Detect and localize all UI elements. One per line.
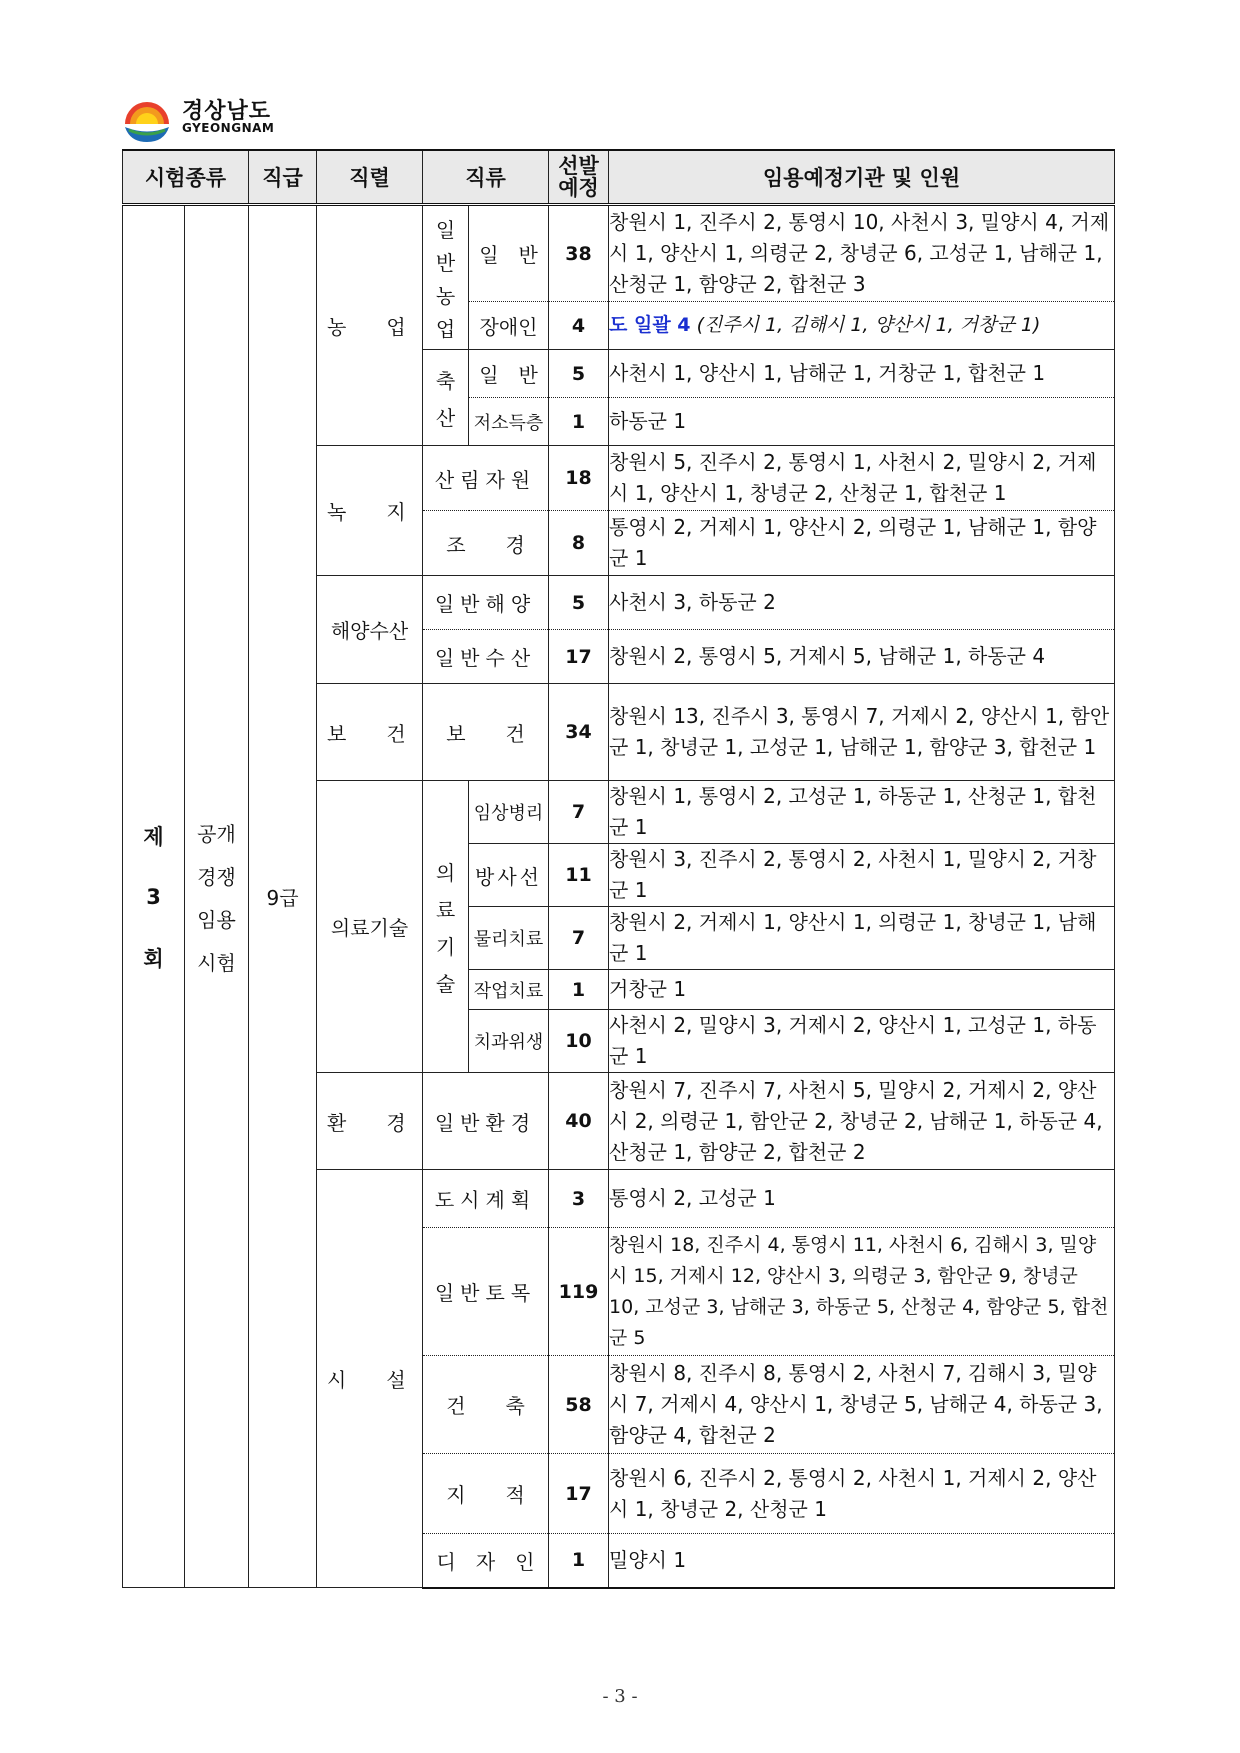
count-cell: 3 bbox=[549, 1170, 609, 1228]
count-cell: 40 bbox=[549, 1073, 609, 1170]
subgroup-cell-chuksan bbox=[423, 350, 469, 446]
track-cell: 산림자원 bbox=[423, 446, 549, 511]
institutions-cell: 창원시 2, 통영시 5, 거제시 5, 남해군 1, 하동군 4 bbox=[609, 630, 1115, 684]
table-row bbox=[123, 205, 1115, 302]
institutions-cell: 창원시 5, 진주시 2, 통영시 1, 사천시 2, 밀양시 2, 거제시 1, 양산시 1, 창녕군 2, 산청군 1, 합천군 1 bbox=[609, 446, 1115, 511]
track-cell: 일반해양 bbox=[423, 576, 549, 630]
exam-type-word: 임용 bbox=[197, 907, 236, 932]
track-cell: 디 자 인 bbox=[423, 1534, 549, 1588]
track-cell: 임상병리 bbox=[469, 781, 549, 844]
round-char: 회 bbox=[143, 946, 164, 971]
series-cell-hwangyeong bbox=[317, 1073, 423, 1170]
subgroup-char: 축 bbox=[435, 368, 456, 393]
track-cell: 일반토목 bbox=[423, 1228, 549, 1356]
institutions-cell: 사천시 2, 밀양시 3, 거제시 2, 양산시 1, 고성군 1, 하동군 1 bbox=[609, 1010, 1115, 1073]
institutions-cell: 창원시 3, 진주시 2, 통영시 2, 사천시 1, 밀양시 2, 거창군 1 bbox=[609, 844, 1115, 907]
subgroup-cell-uiryo bbox=[423, 781, 469, 1073]
subgroup-char: 료 bbox=[435, 897, 456, 922]
count-cell: 5 bbox=[549, 350, 609, 398]
subgroup-char: 기 bbox=[435, 934, 456, 959]
round-char: 3 bbox=[146, 884, 161, 909]
count-cell: 11 bbox=[549, 844, 609, 907]
header-planned-count: 선발 예정 bbox=[549, 150, 609, 205]
series-label: 보 건 bbox=[327, 721, 406, 746]
institutions-cell: 사천시 1, 양산시 1, 남해군 1, 거창군 1, 합천군 1 bbox=[609, 350, 1115, 398]
track-cell: 조 경 bbox=[423, 511, 549, 576]
institutions-cell: 밀양시 1 bbox=[609, 1534, 1115, 1588]
institutions-cell: 사천시 3, 하동군 2 bbox=[609, 576, 1115, 630]
track-cell: 방사선 bbox=[469, 844, 549, 907]
series-label: 시 설 bbox=[327, 1368, 406, 1392]
track-cell: 작업치료 bbox=[469, 970, 549, 1010]
series-cell-nongeop bbox=[317, 205, 423, 446]
count-cell: 119 bbox=[549, 1228, 609, 1356]
subgroup-char: 의 bbox=[435, 860, 456, 885]
exam-type-cell bbox=[185, 205, 249, 1588]
gyeongnam-logo bbox=[120, 90, 280, 148]
count-cell: 7 bbox=[549, 907, 609, 970]
count-cell: 1 bbox=[549, 970, 609, 1010]
page-number: - 3 - bbox=[602, 1686, 638, 1707]
institutions-cell bbox=[609, 302, 1115, 350]
subgroup-char: 반 bbox=[435, 250, 456, 275]
exam-type-word: 시험 bbox=[197, 950, 236, 975]
grade-cell: 9급 bbox=[249, 205, 317, 1588]
count-cell: 18 bbox=[549, 446, 609, 511]
count-cell: 34 bbox=[549, 684, 609, 781]
institutions-cell: 거창군 1 bbox=[609, 970, 1115, 1010]
series-cell-uiryo: 의료기술 bbox=[317, 781, 423, 1073]
header-track: 직류 bbox=[423, 150, 549, 205]
header-exam-type: 시험종류 bbox=[123, 150, 249, 205]
subgroup-char: 농 bbox=[435, 283, 456, 308]
track-cell: 치과위생 bbox=[469, 1010, 549, 1073]
logo-english-name: GYEONGNAM bbox=[182, 121, 275, 135]
series-label: 농 업 bbox=[327, 315, 406, 339]
track-cell: 일반수산 bbox=[423, 630, 549, 684]
count-cell: 7 bbox=[549, 781, 609, 844]
series-label: 녹 지 bbox=[327, 500, 406, 524]
track-cell: 건 축 bbox=[423, 1356, 549, 1454]
institutions-cell: 창원시 7, 진주시 7, 사천시 5, 밀양시 2, 거제시 2, 양산시 2, 의령군 1, 함안군 2, 창녕군 2, 남해군 1, 하동군 4, 산청군 1, 함양군 2, 합천군 2 bbox=[609, 1073, 1115, 1170]
province-batch-detail: (진주시 1, 김해시 1, 양산시 1, 거창군 1) bbox=[696, 314, 1041, 336]
count-cell: 58 bbox=[549, 1356, 609, 1454]
subgroup-char: 산 bbox=[435, 405, 456, 430]
institutions-cell: 창원시 8, 진주시 8, 통영시 2, 사천시 7, 김해시 3, 밀양시 7, 거제시 4, 양산시 1, 창녕군 5, 남해군 4, 하동군 3, 함양군 4, 합천군 2 bbox=[609, 1356, 1115, 1454]
exam-type-word: 경쟁 bbox=[197, 864, 236, 889]
header-institutions: 임용예정기관 및 인원 bbox=[609, 150, 1115, 205]
track-cell: 물리치료 bbox=[469, 907, 549, 970]
count-cell: 4 bbox=[549, 302, 609, 350]
series-cell-bogeon bbox=[317, 684, 423, 781]
track-cell: 저소득층 bbox=[469, 398, 549, 446]
series-label: 환 경 bbox=[327, 1110, 406, 1135]
province-batch-label: 도 일괄 4 bbox=[609, 314, 691, 336]
institutions-cell: 창원시 18, 진주시 4, 통영시 11, 사천시 6, 김해시 3, 밀양시 15, 거제시 12, 양산시 3, 의령군 3, 함안군 9, 창녕군 10, 고성군 3, 남해군 3, 하동군 5, 산청군 4, 함양군 5, 합천군 5 bbox=[609, 1228, 1115, 1356]
track-cell: 일반환경 bbox=[423, 1073, 549, 1170]
track-cell: 장애인 bbox=[469, 302, 549, 350]
header-series: 직렬 bbox=[317, 150, 423, 205]
series-cell-haeyang: 해양수산 bbox=[317, 576, 423, 684]
header-grade: 직급 bbox=[249, 150, 317, 205]
institutions-cell: 하동군 1 bbox=[609, 398, 1115, 446]
institutions-cell: 창원시 2, 거제시 1, 양산시 1, 의령군 1, 창녕군 1, 남해군 1 bbox=[609, 907, 1115, 970]
table-header-row bbox=[123, 150, 1115, 205]
track-cell: 일 반 bbox=[469, 205, 549, 302]
series-cell-siseol bbox=[317, 1170, 423, 1588]
gyeongnam-emblem-icon bbox=[120, 90, 174, 144]
institutions-cell: 창원시 13, 진주시 3, 통영시 7, 거제시 2, 양산시 1, 함안군 1, 창녕군 1, 고성군 1, 남해군 1, 함양군 3, 합천군 1 bbox=[609, 684, 1115, 781]
subgroup-char: 업 bbox=[435, 316, 456, 341]
count-cell: 10 bbox=[549, 1010, 609, 1073]
track-cell: 보 건 bbox=[423, 684, 549, 781]
institutions-cell: 통영시 2, 거제시 1, 양산시 2, 의령군 1, 남해군 1, 함양군 1 bbox=[609, 511, 1115, 576]
count-cell: 17 bbox=[549, 1454, 609, 1534]
subgroup-cell-ilban-nongeop bbox=[423, 205, 469, 350]
subgroup-char: 술 bbox=[435, 971, 456, 996]
round-cell bbox=[123, 205, 185, 1588]
count-cell: 1 bbox=[549, 398, 609, 446]
round-char: 제 bbox=[143, 824, 164, 849]
institutions-cell: 창원시 1, 통영시 2, 고성군 1, 하동군 1, 산청군 1, 합천군 1 bbox=[609, 781, 1115, 844]
track-cell: 도시계획 bbox=[423, 1170, 549, 1228]
count-cell: 8 bbox=[549, 511, 609, 576]
recruitment-table bbox=[122, 149, 1115, 1589]
institutions-cell: 창원시 6, 진주시 2, 통영시 2, 사천시 1, 거제시 2, 양산시 1, 창녕군 2, 산청군 1 bbox=[609, 1454, 1115, 1534]
institutions-cell: 통영시 2, 고성군 1 bbox=[609, 1170, 1115, 1228]
exam-type-word: 공개 bbox=[197, 821, 236, 846]
count-cell: 5 bbox=[549, 576, 609, 630]
track-cell: 지 적 bbox=[423, 1454, 549, 1534]
logo-korean-name: 경상남도 bbox=[182, 99, 272, 124]
count-cell: 38 bbox=[549, 205, 609, 302]
subgroup-char: 일 bbox=[435, 217, 456, 242]
series-cell-nokji bbox=[317, 446, 423, 576]
count-cell: 17 bbox=[549, 630, 609, 684]
track-cell: 일 반 bbox=[469, 350, 549, 398]
institutions-cell: 창원시 1, 진주시 2, 통영시 10, 사천시 3, 밀양시 4, 거제시 1, 양산시 1, 의령군 2, 창녕군 6, 고성군 1, 남해군 1, 산청군 1, 함양군 2, 합천군 3 bbox=[609, 205, 1115, 302]
count-cell: 1 bbox=[549, 1534, 609, 1588]
